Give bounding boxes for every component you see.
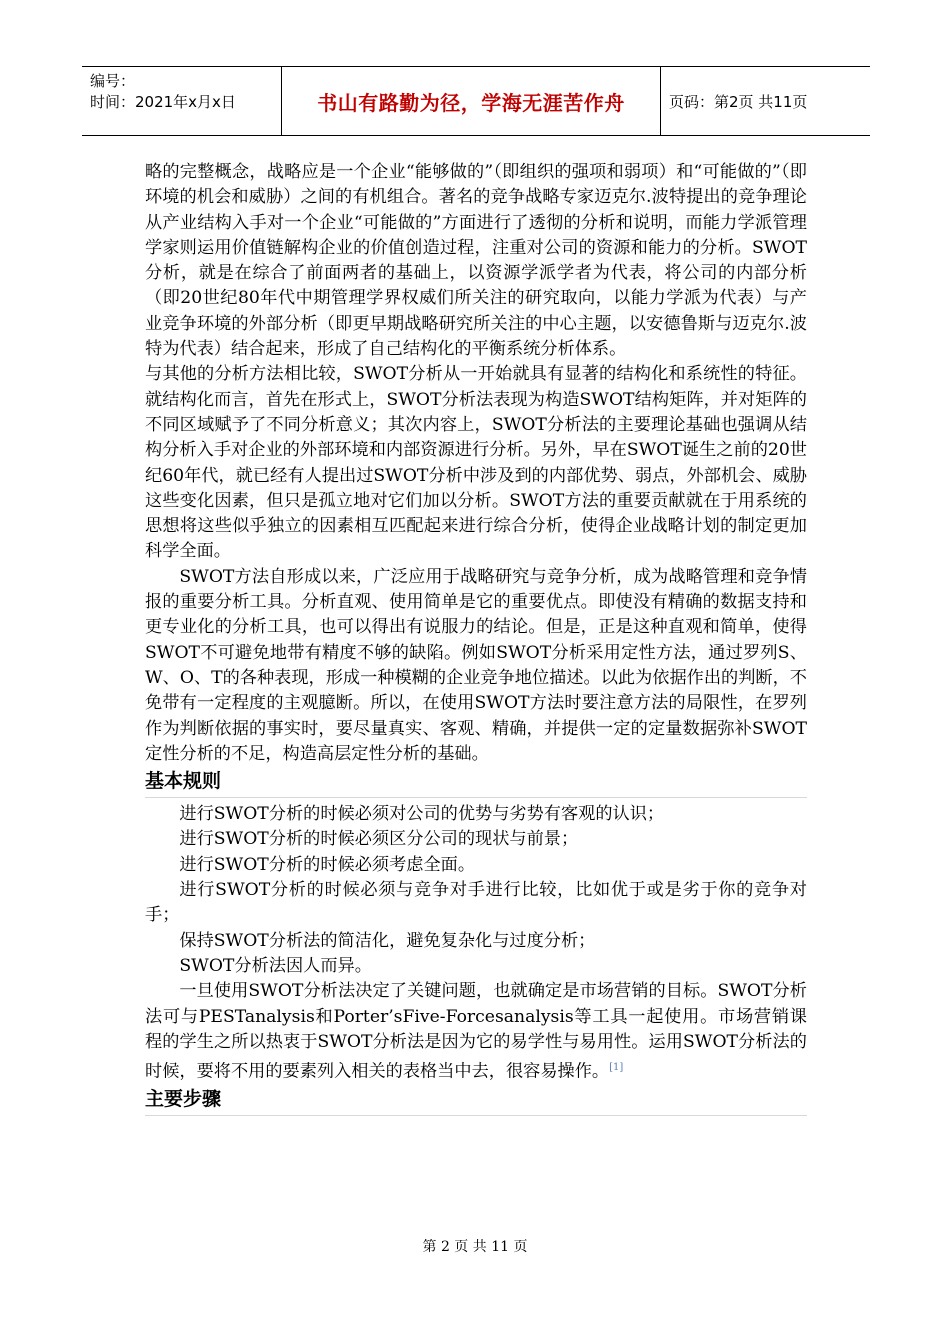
document-body	[145, 160, 807, 1120]
paragraph-strategy: 略的完整概念，战略应是一个企业“能够做的”（即组织的强项和弱项）和“可能做的”（即环境的机会和威胁）之间的有机组合。著名的竞争战略专家迈克尔.波特提出的竞争理论从产业结构入手对一个企业“可能做的”方面进行了透彻的分析和说明，而能力学派管理学家则运用价值链解构企业的价值创造过程，注重对公司的资源和能力的分析。SWOT分析，就是在综合了前面两者的基础上，以资源学派学者为代表，将公司的内部分析（即20世纪80年代中期管理学界权威们所关注的研究取向，以能力学派为代表）与产业竞争环境的外部分析（即更早期战略研究所关注的中心主题，以安德鲁斯与迈克尔.波特为代表）结合起来，形成了自己结构化的平衡系统分析体系。	[145, 162, 807, 360]
rule-item: 进行SWOT分析的时候必须对公司的优势与劣势有客观的认识；	[179, 804, 665, 825]
rule-item: SWOT分析法因人而异。	[179, 955, 372, 976]
paragraph-structure: 与其他的分析方法相比较，SWOT分析从一开始就具有显著的结构化和系统性的特征。就结构化而言，首先在形式上，SWOT分析法表现为构造SWOT结构矩阵，并对矩阵的不同区域赋予了不同分析意义；其次内容上，SWOT分析法的主要理论基础也强调从结构分析入手对企业的外部环境和内部资源进行分析。另外，早在SWOT诞生之前的20世纪60年代，就已经有人提出过SWOT分析中涉及到的内部优势、弱点，外部机会、威胁这些变化因素，但只是孤立地对它们加以分析。SWOT方法的重要贡献就在于用系统的思想将这些似乎独立的因素相互匹配起来进行综合分析，使得企业战略计划的制定更加科学全面。	[145, 364, 807, 562]
rule-item: 保持SWOT分析法的简洁化，避免复杂化与过度分析；	[179, 930, 596, 951]
paragraph-usage	[145, 979, 807, 1085]
header-motto: 书山有路勤为径，学海无涯苦作舟	[281, 67, 661, 135]
section-heading-basic-rules: 基本规则	[145, 767, 807, 798]
paragraph-usage-text: 一旦使用SWOT分析法决定了关键问题，也就确定是市场营销的目标。SWOT分析法可与PESTanalysis和Porter’sFive-Forcesanalysis等工具一起使用。市场营销课程的学生之所以热衷于SWOT分析法是因为它的易学性与易用性。运用SWOT分析法的时候，要将不用的要素列入相关的表格当中去，很容易操作。	[145, 981, 807, 1082]
rule-item: 进行SWOT分析的时候必须与竞争对手进行比较，比如优于或是劣于你的竞争对手；	[145, 880, 807, 926]
reference-link[interactable]: [1]	[609, 1062, 624, 1074]
page-header	[82, 66, 870, 136]
header-page-info: 页码：第2页 共11页	[669, 92, 808, 111]
header-date: 时间：2021年x月x日	[90, 93, 236, 111]
header-number-label: 编号：	[90, 72, 136, 90]
section-heading-main-steps: 主要步骤	[145, 1085, 807, 1116]
rule-item: 进行SWOT分析的时候必须考虑全面。	[179, 854, 476, 875]
paragraph-application: SWOT方法自形成以来，广泛应用于战略研究与竞争分析，成为战略管理和竞争情报的重要分析工具。分析直观、使用简单是它的重要优点。即使没有精确的数据支持和更专业化的分析工具，也可以得出有说服力的结论。但是，正是这种直观和简单，使得SWOT不可避免地带有精度不够的缺陷。例如SWOT分析采用定性方法，通过罗列S、W、O、T的各种表现，形成一种模糊的企业竞争地位描述。以此为依据作出的判断，不免带有一定程度的主观臆断。所以，在使用SWOT方法时要注意方法的局限性，在罗列作为判断依据的事实时，要尽量真实、客观、精确，并提供一定的定量数据弥补SWOT定性分析的不足，构造高层定性分析的基础。	[145, 566, 807, 764]
header-meta	[82, 67, 281, 135]
rule-item: 进行SWOT分析的时候必须区分公司的现状与前景；	[179, 829, 579, 850]
page-footer: 第 2 页 共 11 页	[422, 1239, 528, 1255]
